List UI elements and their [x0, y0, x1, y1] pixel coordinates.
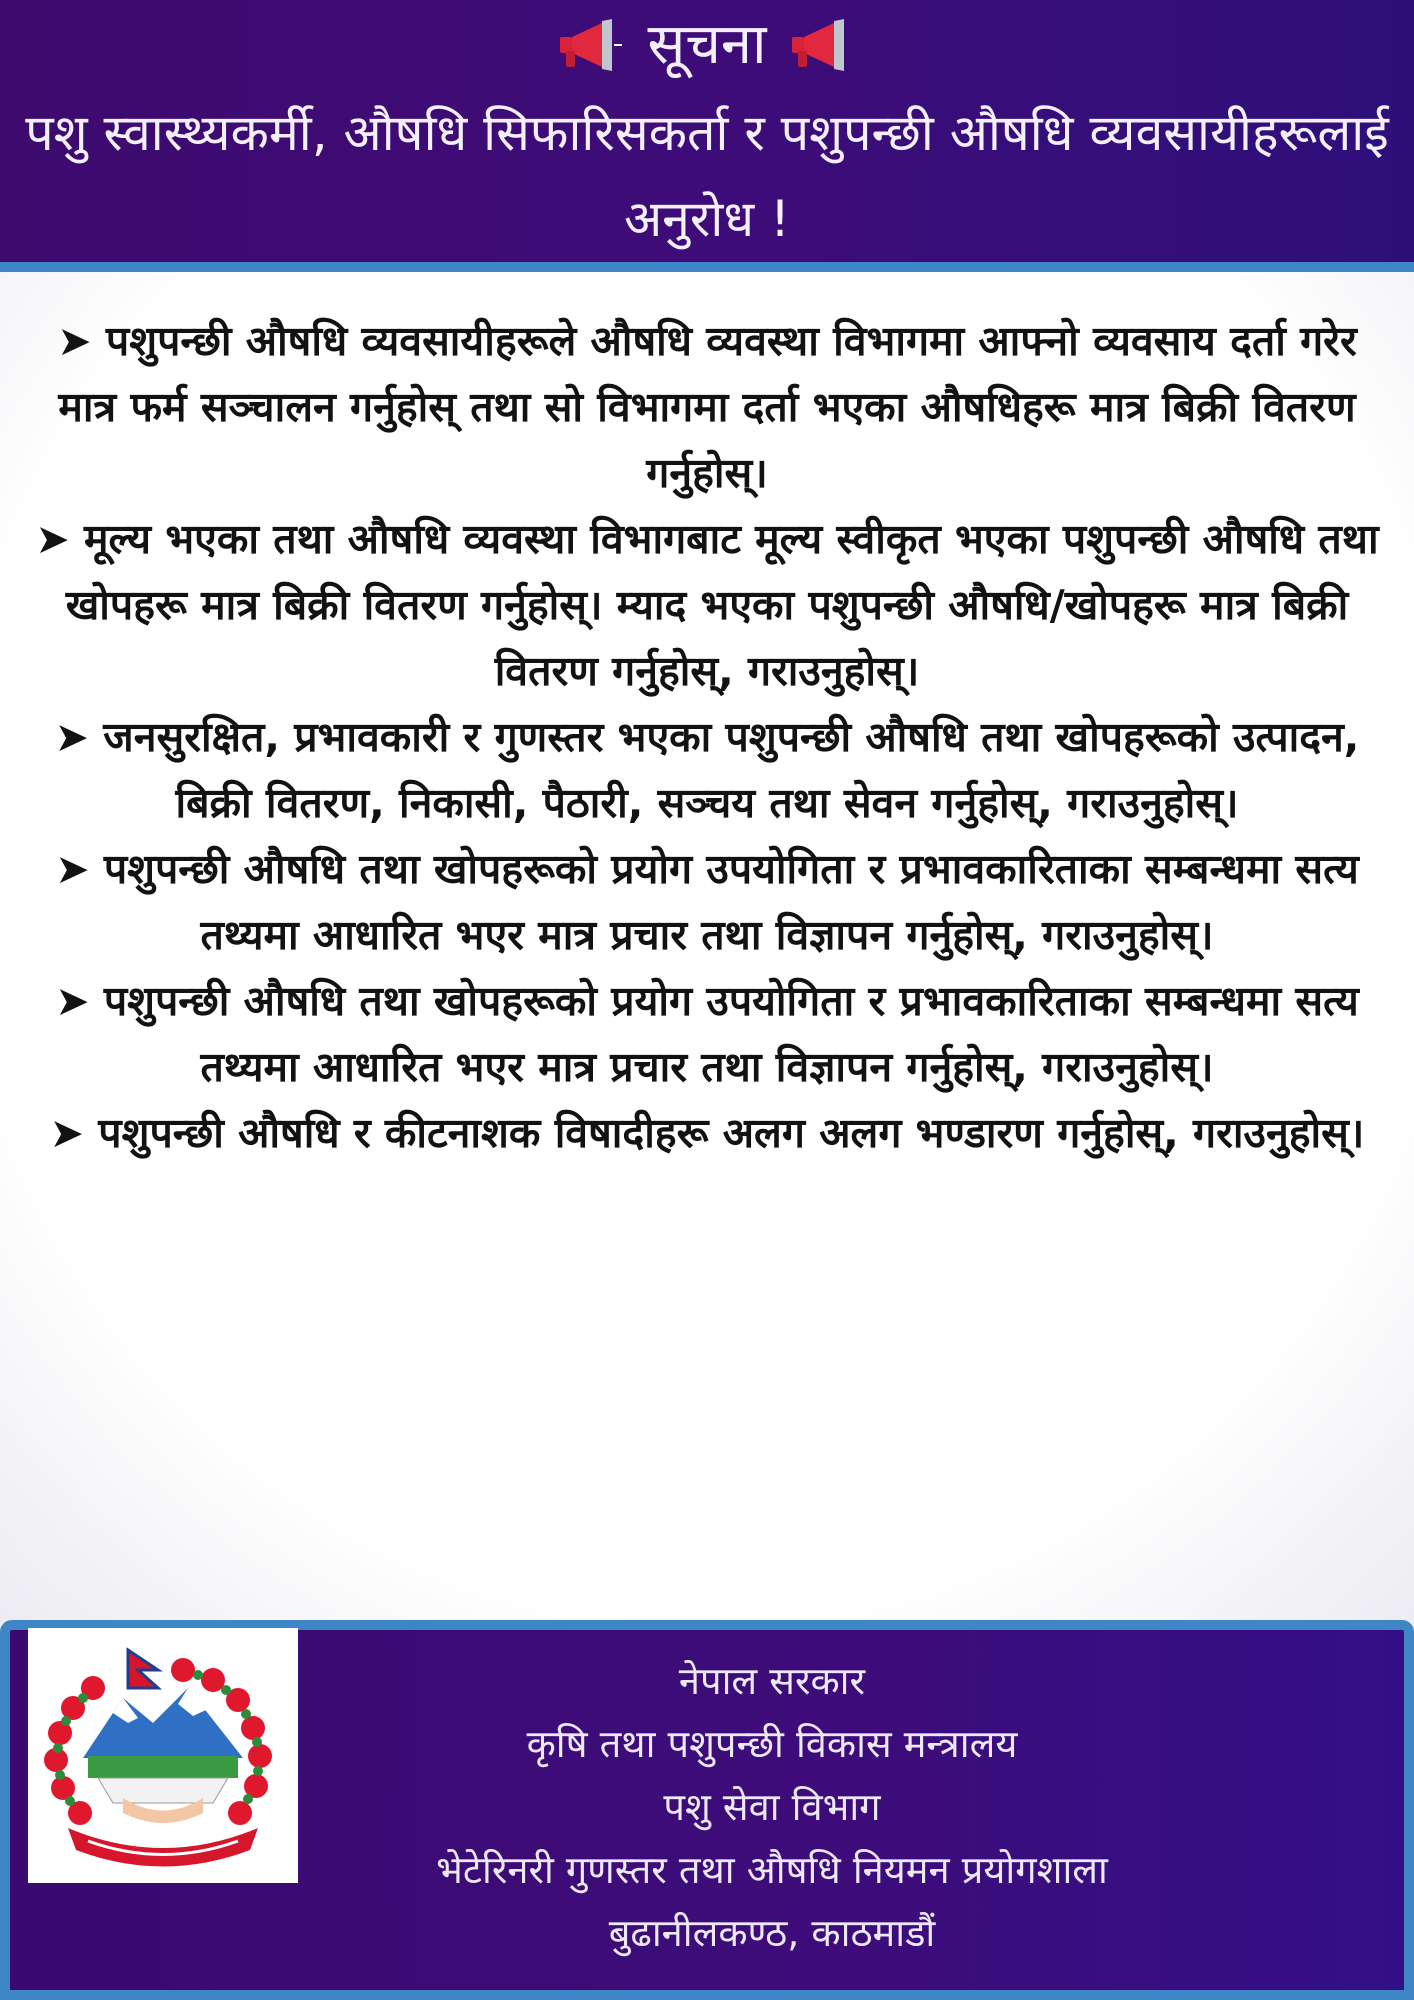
- arrow-bullet-icon: ➤: [55, 845, 90, 893]
- footer-line-location: बुढानीलकण्ठ, काठमाडौं: [608, 1911, 936, 1955]
- notice-item-text: पशुपन्छी औषधि र कीटनाशक विषादीहरू अलग अलग भण्डारण गर्नुहोस्, गराउनुहोस्।: [98, 1109, 1365, 1157]
- notice-item: [30, 308, 1384, 506]
- footer-line-department: पशु सेवा विभाग: [663, 1785, 881, 1829]
- notice-item: [30, 1100, 1384, 1166]
- arrow-bullet-icon: ➤: [35, 515, 70, 563]
- megaphone-icon: [790, 17, 856, 73]
- notice-item-text: जनसुरक्षित, प्रभावकारी र गुणस्तर भएका पशुपन्छी औषधि तथा खोपहरूको उत्पादन, बिक्री वितरण, निकासी, पैठारी, सञ्चय तथा सेवन गर्नुहोस्, गराउनुहोस्।: [103, 713, 1360, 827]
- notice-item: [30, 704, 1384, 836]
- footer-line-ministry: कृषि तथा पशुपन्छी विकास मन्त्रालय: [526, 1722, 1018, 1766]
- header-banner: [0, 0, 1414, 272]
- arrow-bullet-icon: ➤: [57, 317, 92, 365]
- notice-item: [30, 506, 1384, 704]
- arrow-bullet-icon: ➤: [54, 713, 90, 761]
- notice-item-text: पशुपन्छी औषधि व्यवसायीहरूले औषधि व्यवस्था विभागमा आफ्नो व्यवसाय दर्ता गरेर मात्र फर्म सञ्चालन गर्नुहोस् तथा सो विभागमा दर्ता भएका औषधिहरू मात्र बिक्री वितरण गर्नुहोस्।: [58, 317, 1357, 497]
- notice-item-text: पशुपन्छी औषधि तथा खोपहरूको प्रयोग उपयोगिता र प्रभावकारिताका सम्बन्धमा सत्य तथ्यमा आधारित भएर मात्र प्रचार तथा विज्ञापन गर्नुहोस्, गराउनुहोस्।: [103, 845, 1359, 959]
- notice-subtitle: पशु स्वास्थ्यकर्मी, औषधि सिफारिसकर्ता र पशुपन्छी औषधि व्यवसायीहरूलाई अनुरोध !: [25, 104, 1389, 248]
- notice-title: सूचना: [647, 11, 767, 77]
- notice-title-row: [0, 6, 1414, 81]
- notice-item-text: पशुपन्छी औषधि तथा खोपहरूको प्रयोग उपयोगिता र प्रभावकारिताका सम्बन्धमा सत्य तथ्यमा आधारित भएर मात्र प्रचार तथा विज्ञापन गर्नुहोस्, गराउनुहोस्।: [103, 977, 1359, 1091]
- arrow-bullet-icon: ➤: [55, 977, 90, 1025]
- megaphone-icon: [558, 17, 624, 73]
- footer-line-laboratory: भेटेरिनरी गुणस्तर तथा औषधि नियमन प्रयोगशाला: [436, 1848, 1108, 1892]
- arrow-bullet-icon: ➤: [49, 1109, 85, 1157]
- footer-line-government: नेपाल सरकार: [678, 1659, 866, 1703]
- notice-item-text: मूल्य भएका तथा औषधि व्यवस्था विभागबाट मूल्य स्वीकृत भएका पशुपन्छी औषधि तथा खोपहरू मात्र बिक्री वितरण गर्नुहोस्। म्याद भएका पशुपन्छी औषधि/खोपहरू मात्र बिक्री वितरण गर्नुहोस्, गराउनुहोस्।: [65, 515, 1379, 695]
- footer-address: [160, 1650, 1384, 1965]
- footer-banner: [0, 1620, 1414, 2000]
- notice-item: [30, 968, 1384, 1100]
- notice-list: [30, 308, 1384, 1166]
- notice-item: [30, 836, 1384, 968]
